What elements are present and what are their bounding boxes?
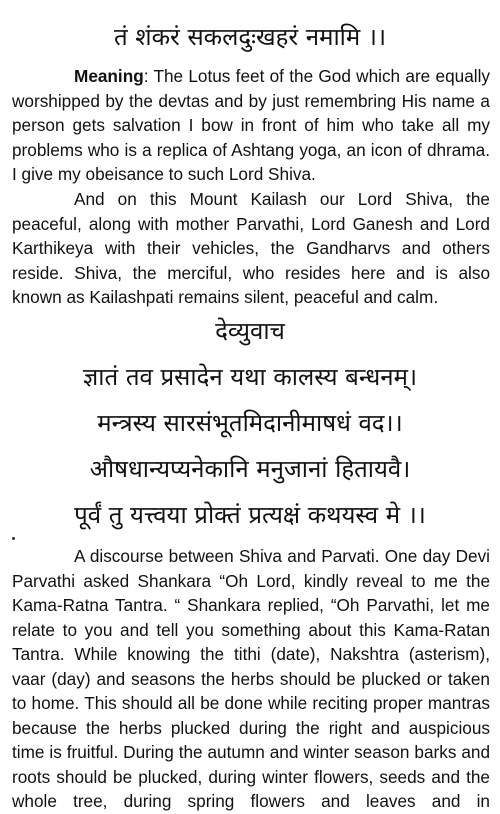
verse-line-3: औषधान्यप्यनेकानि मनुजानां हितायवै। <box>89 455 411 483</box>
verse-line-4: पूर्वं तु यत्त्वया प्रोक्तं प्रत्यक्षं कथयस्व मे ।। <box>74 501 426 529</box>
meaning-text: : The Lotus feet of the God which are equally worshipped by the devtas and by just remembring His name a person gets salvation I bow in front of him who take all my problems who is a replica of Ashtang yoga, an icon of dhrama. I give my obeisance to such Lord Shiva. <box>12 66 490 184</box>
verse-line-2: मन्त्रस्य सारसंभूतमिदानीमाषधं वद।। <box>97 409 403 437</box>
meaning-label: Meaning <box>74 66 144 86</box>
print-speck <box>12 537 15 540</box>
discourse-text: A discourse between Shiva and Parvati. One day Devi Parvathi asked Shankara “Oh Lord, kindly reveal to me the Kama-Ratna Tantra. “ Shankara replied, “Oh Parvathi, let me relate to you and tell you something about this Kama-Ratan Tantra. While knowing the tithi (date), Nakshtra (asterism), vaar (day) and seasons the herbs should be plucked or taken to home. This should all be done while reciting proper mantras because the herbs plucked during the right and auspicious time is fruitful. During the autumn and winter season barks and roots should be plucked, during winter flowers, seeds and the whole tree, during spring flowers and leaves and in <box>12 546 490 811</box>
kailash-paragraph <box>12 187 490 310</box>
meaning-paragraph <box>12 64 490 187</box>
verse-line-1: ज्ञातं तव प्रसादेन यथा कालस्य बन्धनम्। <box>82 363 418 391</box>
discourse-paragraph <box>12 544 490 814</box>
top-verse: तं शंकरं सकलदुःखहरं नमामि ।। <box>113 23 387 51</box>
devyuvach-heading: देव्युवाच <box>215 317 285 345</box>
kailash-text: And on this Mount Kailash our Lord Shiva, the peaceful, along with mother Parvathi, Lord Ganesh and Lord Karthikeya with their vehicles, the Gandharvs and others reside. Shiva, the merciful, who resides here and is also known as Kailashpati remains silent, peaceful and calm. <box>12 189 490 307</box>
